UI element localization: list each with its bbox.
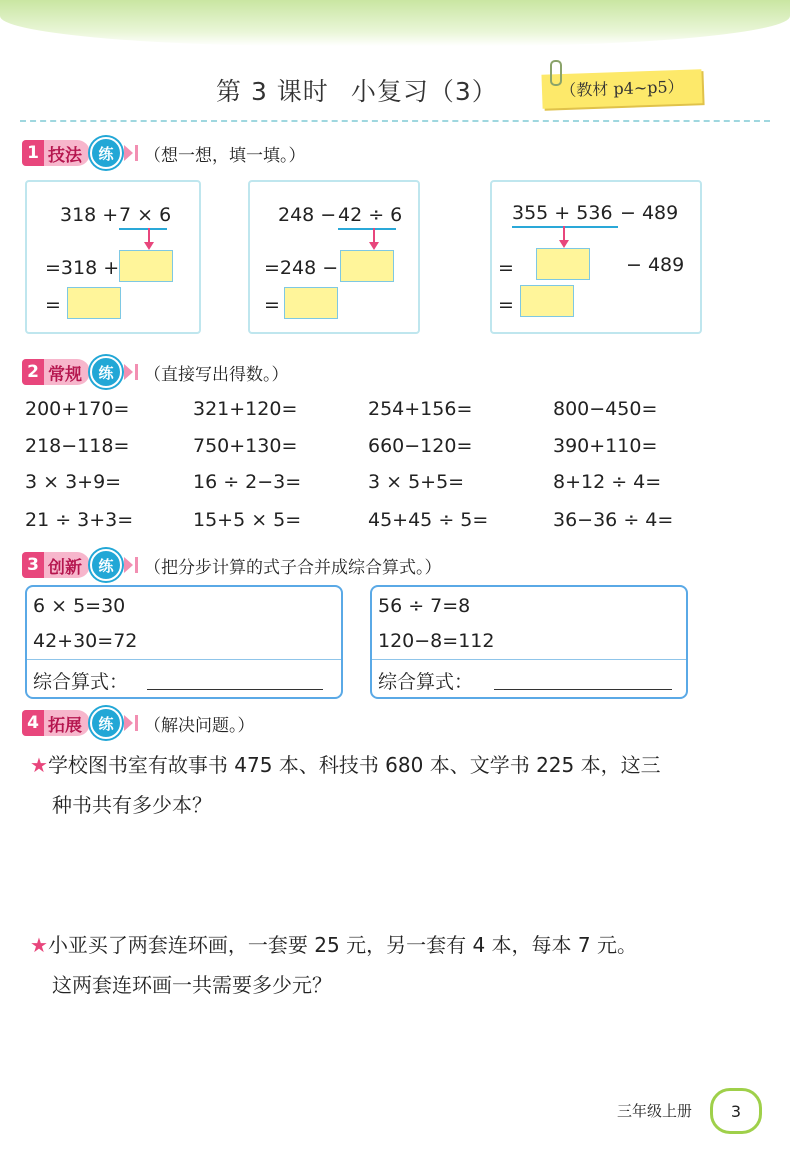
oral-item: 750+130= — [193, 435, 298, 457]
step-expression: =318 + — [45, 257, 120, 279]
oral-item: 800−450= — [553, 398, 658, 420]
grade-label: 三年级上册 — [617, 1102, 693, 1120]
expression-part: 248 − — [278, 204, 337, 226]
section-3-label — [22, 550, 442, 580]
page-number: 3 — [710, 1088, 762, 1134]
step-line-1: 6 × 5=30 — [33, 595, 126, 617]
lesson-name: 小复习（3） — [350, 77, 498, 106]
arrow-head — [144, 242, 154, 250]
practice-badge-icon: 练 — [90, 356, 122, 388]
section-1-label — [22, 138, 306, 168]
section-name: 技法 — [48, 145, 82, 166]
combined-label: 综合算式： — [378, 671, 474, 693]
oral-item: 15+5 × 5= — [193, 509, 302, 531]
oral-item: 321+120= — [193, 398, 298, 420]
section-number: 1 — [22, 140, 44, 166]
arrow-head — [369, 242, 379, 250]
oral-item: 3 × 5+5= — [368, 471, 465, 493]
word-problem-1 — [30, 745, 661, 825]
section-name: 常规 — [48, 364, 82, 385]
oral-item: 218−118= — [25, 435, 130, 457]
card-divider — [372, 659, 686, 660]
practice-badge-icon: 练 — [90, 549, 122, 581]
section-instruction: （想一想，填一填。） — [144, 145, 306, 166]
merge-card-1 — [25, 585, 343, 699]
pointer-arrow-icon — [124, 715, 133, 731]
pointer-bar — [135, 364, 138, 380]
word-problem-2 — [30, 925, 637, 1005]
pointer-arrow-icon — [124, 364, 133, 380]
problem-text-line: 这两套连环画一共需要多少元？ — [52, 973, 332, 997]
equals-sign: = — [45, 294, 61, 316]
answer-box[interactable] — [284, 287, 338, 319]
step-line-2: 120−8=112 — [378, 630, 495, 652]
oral-item: 21 ÷ 3+3= — [25, 509, 134, 531]
operation-underline — [119, 228, 167, 230]
pointer-bar — [135, 557, 138, 573]
section-instruction: （把分步计算的式子合并成综合算式。） — [144, 557, 442, 578]
operation-underline — [338, 228, 396, 230]
problem-text-line: 学校图书室有故事书 475 本、科技书 680 本、文学书 225 本，这三 — [47, 753, 661, 777]
step-line-2: 42+30=72 — [33, 630, 138, 652]
fill-in-card-3 — [490, 180, 702, 334]
paperclip-icon — [550, 60, 562, 86]
oral-item: 8+12 ÷ 4= — [553, 471, 662, 493]
section-2-label — [22, 357, 289, 387]
expression-highlight: 42 ÷ 6 — [338, 204, 403, 226]
top-decoration-band — [0, 0, 790, 46]
step-expression: =248 − — [264, 257, 339, 279]
step-suffix: − 489 — [626, 254, 685, 276]
expression-part: 318 + — [60, 204, 119, 226]
answer-line[interactable] — [494, 689, 672, 690]
arrow-head — [559, 240, 569, 248]
problem-text-line: 种书共有多少本？ — [52, 793, 212, 817]
equals-sign: = — [264, 294, 280, 316]
answer-box[interactable] — [340, 250, 394, 282]
star-icon: ★ — [30, 753, 48, 777]
oral-item: 36−36 ÷ 4= — [553, 509, 674, 531]
header-divider — [20, 120, 770, 122]
pointer-arrow-icon — [124, 557, 133, 573]
pointer-bar — [135, 145, 138, 161]
answer-line[interactable] — [147, 689, 323, 690]
card-divider — [27, 659, 341, 660]
practice-badge-icon: 练 — [90, 707, 122, 739]
section-instruction: （直接写出得数。） — [144, 364, 289, 385]
operation-underline — [512, 226, 618, 228]
lesson-number: 第 3 课时 — [216, 77, 329, 106]
oral-item: 390+110= — [553, 435, 658, 457]
section-name: 拓展 — [48, 715, 82, 736]
section-number: 2 — [22, 359, 44, 385]
section-instruction: （解决问题。） — [144, 715, 255, 736]
oral-item: 660−120= — [368, 435, 473, 457]
page-title — [216, 72, 498, 108]
equals-sign: = — [498, 294, 514, 316]
expression-part: − 489 — [620, 202, 679, 224]
answer-box[interactable] — [536, 248, 590, 280]
expression-highlight: 7 × 6 — [119, 204, 172, 226]
oral-item: 254+156= — [368, 398, 473, 420]
answer-box[interactable] — [520, 285, 574, 317]
textbook-reference-tag: （教材 p4~p5） — [541, 69, 702, 109]
problem-text-line: 小亚买了两套连环画，一套要 25 元，另一套有 4 本，每本 7 元。 — [47, 933, 637, 957]
step-line-1: 56 ÷ 7=8 — [378, 595, 471, 617]
fill-in-card-1 — [25, 180, 201, 334]
answer-box[interactable] — [119, 250, 173, 282]
section-name: 创新 — [48, 557, 82, 578]
star-icon: ★ — [30, 933, 48, 957]
expression-highlight: 355 + 536 — [512, 202, 613, 224]
section-4-label — [22, 708, 255, 738]
pointer-arrow-icon — [124, 145, 133, 161]
section-number: 3 — [22, 552, 44, 578]
section-number: 4 — [22, 710, 44, 736]
fill-in-card-2 — [248, 180, 420, 334]
combined-label: 综合算式： — [33, 671, 129, 693]
practice-badge-icon: 练 — [90, 137, 122, 169]
oral-item: 3 × 3+9= — [25, 471, 122, 493]
oral-item: 200+170= — [25, 398, 130, 420]
oral-item: 16 ÷ 2−3= — [193, 471, 302, 493]
merge-card-2 — [370, 585, 688, 699]
answer-box[interactable] — [67, 287, 121, 319]
oral-item: 45+45 ÷ 5= — [368, 509, 489, 531]
pointer-bar — [135, 715, 138, 731]
equals-sign: = — [498, 257, 514, 279]
